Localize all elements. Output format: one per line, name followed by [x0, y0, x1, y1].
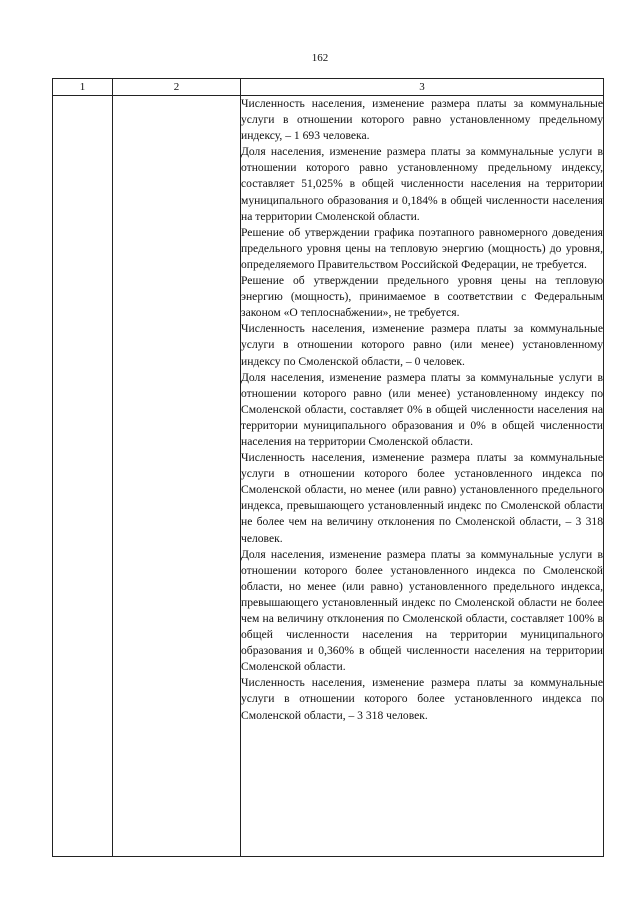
document-table: [52, 78, 604, 857]
paragraph: Численность населения, изменение размера платы за коммунальные услуги в отношении которого равно установленному предельному индексу, – 1 693 человека.: [241, 97, 603, 143]
table-cell-column-2: [113, 96, 241, 857]
paragraph: Численность населения, изменение размера платы за коммунальные услуги в отношении которого более установленного индекса по Смоленской области, – 3 318 человек.: [241, 676, 603, 722]
page-number: 162: [311, 52, 329, 64]
paragraph: Доля населения, изменение размера платы за коммунальные услуги в отношении которого равно установленному предельному индексу, составляет 51,025% в общей численности населения на территории муниципального образования и 0,184% в общей численности населения на территории Смоленской области.: [241, 145, 603, 223]
paragraph: Решение об утверждении предельного уровня цены на тепловую энергию (мощность), принимаемое в соответствии с Федеральным законом «О теплоснабжении», не требуется.: [241, 274, 603, 320]
column-header-3: 3: [241, 79, 604, 96]
column-header-1: 1: [53, 79, 113, 96]
table-row: [53, 96, 604, 857]
table-cell-column-1: [53, 96, 113, 857]
paragraph: Решение об утверждении графика поэтапного равномерного доведения предельного уровня цены на тепловую энергию (мощность) до уровня, определяемого Правительством Российской Федерации, не требуется.: [241, 225, 603, 271]
paragraph: Численность населения, изменение размера платы за коммунальные услуги в отношении которого равно (или менее) установленному индексу по Смоленской области, – 0 человек.: [241, 322, 603, 368]
table-header-row: [53, 79, 604, 96]
paragraph: Численность населения, изменение размера платы за коммунальные услуги в отношении которого более установленного индекса по Смоленской области, но менее (или равно) установленного предельного индекса, превышающего установленный индекс по Смоленской области не более чем на величину отклонения по Смоленской области, – 3 318 человек.: [241, 451, 603, 545]
column-header-2: 2: [113, 79, 241, 96]
table-cell-column-3: [241, 96, 604, 857]
paragraph: Доля населения, изменение размера платы за коммунальные услуги в отношении которого равно (или менее) установленному индексу по Смоленской области, составляет 0% в общей численности населения на территории муниципального образования и 0% в общей численности населения на территории Смоленской области.: [241, 370, 603, 448]
paragraph: Доля населения, изменение размера платы за коммунальные услуги в отношении которого более установленного индекса по Смоленской области, но менее (или равно) установленного предельного индекса, превышающего установленный индекс по Смоленской области не более чем на величину отклонения по Смоленской области, составляет 100% в общей численности населения на территории муниципального образования и 0,360% в общей численности населения на территории Смоленской области.: [241, 547, 603, 674]
